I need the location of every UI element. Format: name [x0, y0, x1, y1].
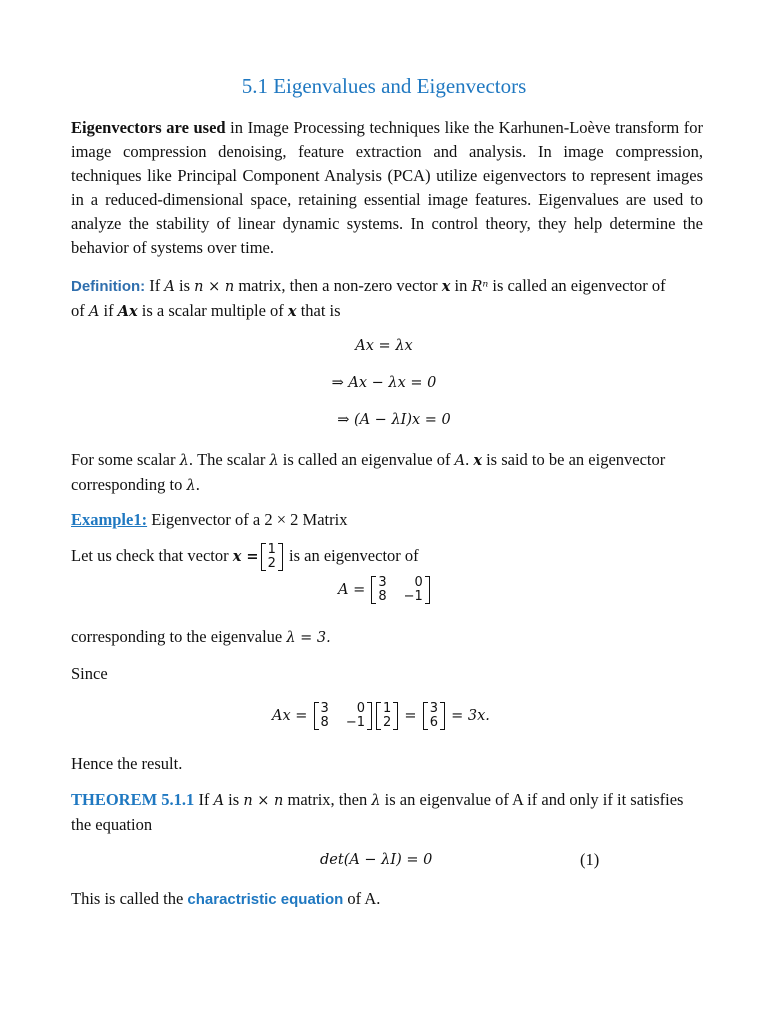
equation-3: ⇒ (A − λI)x = 0	[337, 412, 451, 428]
since-text: Since	[71, 664, 108, 683]
text-span: λ = 3.	[286, 630, 331, 646]
text-span: A	[213, 793, 225, 809]
equation-number: (1)	[580, 850, 600, 869]
text-span: matrix, then a non-zero vector	[234, 276, 442, 295]
equation-1: Ax = λx	[355, 338, 413, 354]
text-span: Let us check that vector	[71, 546, 233, 565]
text-span: 3	[378, 575, 387, 590]
text-span: is an eigenvalue of A if and only if it satisfies the equation	[71, 790, 684, 834]
text-span: A	[454, 453, 466, 469]
text-span: 1	[383, 701, 392, 716]
characteristic-equation-term: charactristic equation	[187, 891, 344, 908]
definition-paragraph: Definition: If A is n × n matrix, then a non-zero vector x in Rⁿ is called an eigenvector of of A if Ax is a scalar multiple of x that is	[71, 276, 666, 320]
text-span: 6	[429, 715, 438, 730]
text-span: 2	[267, 556, 276, 572]
text-span: x	[441, 278, 451, 295]
eigenvalue-text	[71, 625, 703, 650]
text-span: .	[195, 475, 200, 494]
text-span: is said to be an eigenvector corresponding to	[71, 450, 666, 494]
text-span: Ax	[117, 303, 138, 320]
text-span: x	[473, 452, 482, 469]
text-span: is a scalar multiple of	[137, 301, 288, 320]
text-span: A =	[338, 581, 366, 598]
text-span: λ	[179, 453, 189, 469]
hence-text: Hence the result.	[71, 754, 183, 773]
text-span: = 3x.	[451, 707, 490, 724]
theorem-paragraph	[71, 788, 703, 837]
text-span: corresponding to the eigenvalue	[71, 627, 287, 646]
text-span: A	[88, 304, 100, 320]
text-span: is called an eigenvalue of	[278, 450, 455, 469]
matrix-A-definition	[338, 576, 432, 604]
text-span: =	[404, 707, 417, 724]
text-span: is called an eigenvector of	[488, 276, 666, 295]
text-span: is an eigenvector of	[284, 546, 419, 565]
text-span: 3	[429, 701, 438, 716]
example-check	[71, 538, 703, 575]
text-span: .	[465, 450, 474, 469]
text-span: For some scalar	[71, 450, 180, 469]
text-span: −1	[345, 715, 365, 730]
text-span: This is called the	[71, 889, 188, 908]
text-span: is	[174, 276, 195, 295]
text-span: 8	[378, 589, 387, 604]
matrix-A	[371, 576, 429, 604]
text-span: 0	[356, 701, 365, 716]
section-title: 5.1 Eigenvalues and Eigenvectors	[241, 74, 527, 98]
text-span: If	[145, 276, 165, 295]
text-span: λ	[186, 478, 196, 494]
text-span: of A.	[343, 889, 381, 908]
equation-2: ⇒ Ax − λx = 0	[331, 375, 437, 391]
text-span: 8	[320, 715, 329, 730]
definition-label: Definition:	[71, 278, 146, 295]
text-span: n × n	[243, 793, 284, 809]
theorem-label: THEOREM 5.1.1	[71, 790, 195, 809]
text-span: −1	[403, 589, 423, 604]
text-span: . The scalar	[188, 450, 270, 469]
text-span: If	[194, 790, 214, 809]
text-span: 0	[414, 575, 423, 590]
text-span: λ	[371, 793, 381, 809]
text-span: 3	[320, 701, 329, 716]
intro-lead: Eigenvectors are used	[71, 118, 226, 137]
text-span: x =	[232, 548, 259, 565]
closing-paragraph	[71, 887, 703, 912]
text-span: 2	[383, 715, 392, 730]
text-span: Ax =	[272, 707, 308, 724]
intro-paragraph	[71, 116, 703, 260]
ax-computation	[272, 702, 490, 730]
text-span: that is	[296, 301, 341, 320]
scalar-paragraph	[71, 448, 703, 498]
text-span: Rⁿ	[471, 279, 489, 295]
text-span: matrix, then	[283, 790, 372, 809]
text-span: in	[450, 276, 472, 295]
text-span: λ	[269, 453, 279, 469]
text-span: A	[164, 279, 175, 295]
text-span: x	[287, 303, 297, 320]
text-span: if	[99, 301, 118, 320]
vector-x	[261, 543, 283, 571]
example-label: Example1:	[71, 510, 148, 529]
text-span: n × n	[194, 279, 235, 295]
intro-text: in Image Processing techniques like the Karhunen-Loève transform for image compression denoising, feature extraction and analysis. In image compression, techniques like Principal Component Analysis (PCA) utilize eigenvectors to represent images in a reduced-dimensional space, retaining essential image features. Eigenvalues are used to analyze the stability of linear dynamic systems. In control theory, they help determine the behavior of systems over time.	[71, 118, 703, 257]
text-span: is	[224, 790, 244, 809]
example-heading	[71, 508, 703, 532]
characteristic-equation: det(A − λI) = 0	[320, 852, 433, 868]
text-span: Eigenvector of a 2 × 2 Matrix	[147, 510, 348, 529]
text-span: 1	[267, 542, 276, 558]
